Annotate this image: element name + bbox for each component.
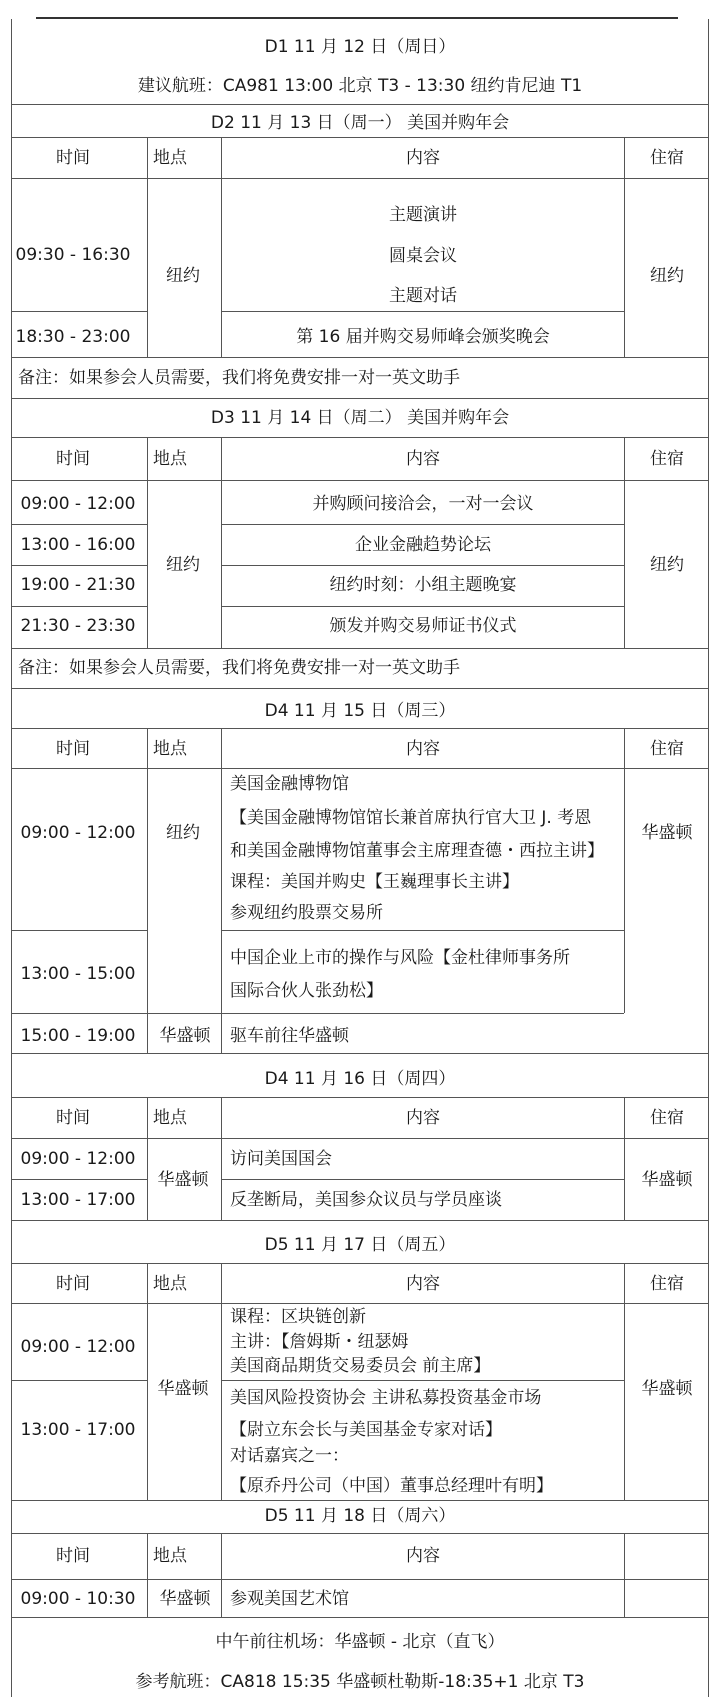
divider [11,311,147,312]
divider [221,311,624,312]
d2-item-3: 主题对话 [389,286,457,306]
d3-item-1: 并购顾问接洽会，一对一会议 [312,494,534,514]
header-time: 时间 [56,1274,90,1294]
column-line [221,1533,222,1617]
header-content: 内容 [406,1274,440,1294]
divider [11,768,709,769]
d4a-time-1: 09:00 - 12:00 [20,823,136,843]
d5b-content: 参观美国艺术馆 [230,1589,349,1609]
d5a-line-4: 美国风险投资协会 主讲私募投资基金市场 [230,1388,542,1408]
d3-time-4: 21:30 - 23:30 [20,616,136,636]
d5a-time-1: 09:00 - 12:00 [20,1337,136,1357]
d1-title: D1 11 月 12 日（周日） [264,37,456,57]
divider [11,480,709,481]
header-lodging: 住宿 [650,1274,684,1294]
d1-flight: 建议航班：CA981 13:00 北京 T3 - 13:30 纽约肯尼迪 T1 [137,76,583,96]
d5a-line-2: 主讲：【詹姆斯・纽瑟姆 [230,1332,409,1352]
divider [11,648,709,649]
d4a-time-2: 13:00 - 15:00 [20,964,136,984]
d2-item-1: 主题演讲 [389,205,457,225]
divider [11,1617,709,1618]
header-time: 时间 [56,1108,90,1128]
divider [11,1579,709,1580]
d4a-title: D4 11 月 15 日（周三） [264,701,456,721]
d4a-line-7: 国际合伙人张劲松】 [230,981,383,1001]
divider [221,930,624,931]
d3-lodging: 纽约 [650,555,684,575]
d4a-line-6: 中国企业上市的操作与风险【金杜律师事务所 [230,948,570,968]
d5b-place: 华盛顿 [159,1589,211,1609]
d3-time-2: 13:00 - 16:00 [20,535,136,555]
divider [221,1179,624,1180]
d4a-time-3: 15:00 - 19:00 [20,1026,136,1046]
column-line [221,137,222,357]
column-line [221,728,222,1053]
d4a-line-4: 课程：美国并购史【王巍理事长主讲】 [230,872,519,892]
d4a-lodging: 华盛顿 [641,823,693,843]
divider [221,1380,624,1381]
column-line [221,437,222,648]
divider [11,1220,709,1221]
d5a-line-7: 【原乔丹公司（中国）董事总经理叶有明】 [230,1476,553,1496]
divider [11,524,147,525]
column-line [624,1263,625,1500]
d5b-title: D5 11 月 18 日（周六） [264,1506,456,1526]
divider [11,930,147,931]
divider [11,688,709,689]
header-place: 地点 [153,1108,187,1128]
d2-time-1: 09:30 - 16:30 [15,245,131,265]
header-time: 时间 [56,148,90,168]
column-line [147,1097,148,1220]
d5a-place: 华盛顿 [157,1379,209,1399]
divider [11,1179,147,1180]
header-content: 内容 [406,739,440,759]
column-line [147,437,148,648]
divider [11,728,709,729]
divider [11,1303,709,1304]
d3-time-1: 09:00 - 12:00 [20,494,136,514]
d4a-place-1: 纽约 [166,823,200,843]
d4a-line-2: 【美国金融博物馆馆长兼首席执行官大卫 J. 考恩 [230,808,592,828]
d3-item-2: 企业金融趋势论坛 [355,535,491,555]
table-border-left [11,19,12,1697]
d2-place: 纽约 [166,266,200,286]
header-place: 地点 [153,1546,187,1566]
d4a-line-1: 美国金融博物馆 [230,774,349,794]
column-line [147,137,148,357]
header-content: 内容 [406,449,440,469]
divider [11,1500,709,1501]
table-border-right [708,19,709,1697]
divider [11,1053,709,1054]
d2-time-2: 18:30 - 23:00 [15,327,131,347]
column-line [147,728,148,1053]
header-place: 地点 [153,148,187,168]
header-place: 地点 [153,449,187,469]
d4b-lodging: 华盛顿 [641,1170,693,1190]
divider [11,1138,709,1139]
header-content: 内容 [406,148,440,168]
d4b-time-1: 09:00 - 12:00 [20,1149,136,1169]
d2-item-4: 第 16 届并购交易师峰会颁奖晚会 [296,327,550,347]
divider [11,1533,709,1534]
d5a-title: D5 11 月 17 日（周五） [264,1235,456,1255]
column-line [624,137,625,357]
header-time: 时间 [56,1546,90,1566]
d5b-time: 09:00 - 10:30 [20,1589,136,1609]
header-lodging: 住宿 [650,739,684,759]
d4b-item-1: 访问美国国会 [230,1149,332,1169]
divider [11,1097,709,1098]
header-place: 地点 [153,739,187,759]
header-lodging: 住宿 [650,449,684,469]
header-lodging: 住宿 [650,148,684,168]
d5a-line-5: 【尉立东会长与美国基金专家对话】 [230,1420,502,1440]
header-lodging: 住宿 [650,1108,684,1128]
d3-time-3: 19:00 - 21:30 [20,575,136,595]
divider [221,524,624,525]
d5a-time-2: 13:00 - 17:00 [20,1420,136,1440]
header-time: 时间 [56,449,90,469]
top-rule [36,17,678,19]
d5a-line-1: 课程：区块链创新 [230,1307,366,1327]
column-line [147,1263,148,1500]
divider [11,1380,147,1381]
column-line [624,437,625,648]
divider [11,437,709,438]
d4a-place-2: 华盛顿 [159,1026,211,1046]
divider [221,606,624,607]
divider [11,398,709,399]
return-route: 中午前往机场：华盛顿 - 北京（直飞） [215,1632,505,1652]
divider [11,178,709,179]
column-line [147,1533,148,1617]
header-place: 地点 [153,1274,187,1294]
column-line [624,1533,625,1617]
d5a-line-6: 对话嘉宾之一： [230,1446,349,1466]
d4a-line-3: 和美国金融博物馆董事会主席理查德・西拉主讲】 [230,841,604,861]
divider [11,606,147,607]
d5a-line-3: 美国商品期货交易委员会 前主席】 [230,1356,491,1376]
d4a-line-5: 参观纽约股票交易所 [230,903,383,923]
d4b-item-2: 反垄断局，美国参众议员与学员座谈 [230,1190,502,1210]
column-line [221,1097,222,1220]
column-line [624,1097,625,1220]
return-flight: 参考航班：CA818 15:35 华盛顿杜勒斯-18:35+1 北京 T3 [135,1672,585,1692]
d3-item-4: 颁发并购交易师证书仪式 [329,616,517,636]
d4b-time-2: 13:00 - 17:00 [20,1190,136,1210]
d2-item-2: 圆桌会议 [389,246,457,266]
d2-lodging: 纽约 [650,266,684,286]
header-content: 内容 [406,1108,440,1128]
d4a-line-8: 驱车前往华盛顿 [230,1026,349,1046]
column-line [624,728,625,1013]
d3-item-3: 纽约时刻：小组主题晚宴 [329,575,517,595]
d4b-title: D4 11 月 16 日（周四） [264,1069,456,1089]
divider [11,137,709,138]
divider [11,1013,624,1014]
d2-title: D2 11 月 13 日（周一） 美国并购年会 [210,113,510,133]
divider [11,357,709,358]
divider [11,104,709,105]
d3-note: 备注：如果参会人员需要，我们将免费安排一对一英文助手 [18,658,460,678]
divider [11,565,147,566]
d4b-place: 华盛顿 [157,1170,209,1190]
header-time: 时间 [56,739,90,759]
d3-place: 纽约 [166,555,200,575]
column-line [221,1263,222,1500]
divider [11,1263,709,1264]
divider [221,565,624,566]
d5a-lodging: 华盛顿 [641,1379,693,1399]
d3-title: D3 11 月 14 日（周二） 美国并购年会 [210,408,510,428]
d2-note: 备注：如果参会人员需要，我们将免费安排一对一英文助手 [18,368,460,388]
header-content: 内容 [406,1546,440,1566]
